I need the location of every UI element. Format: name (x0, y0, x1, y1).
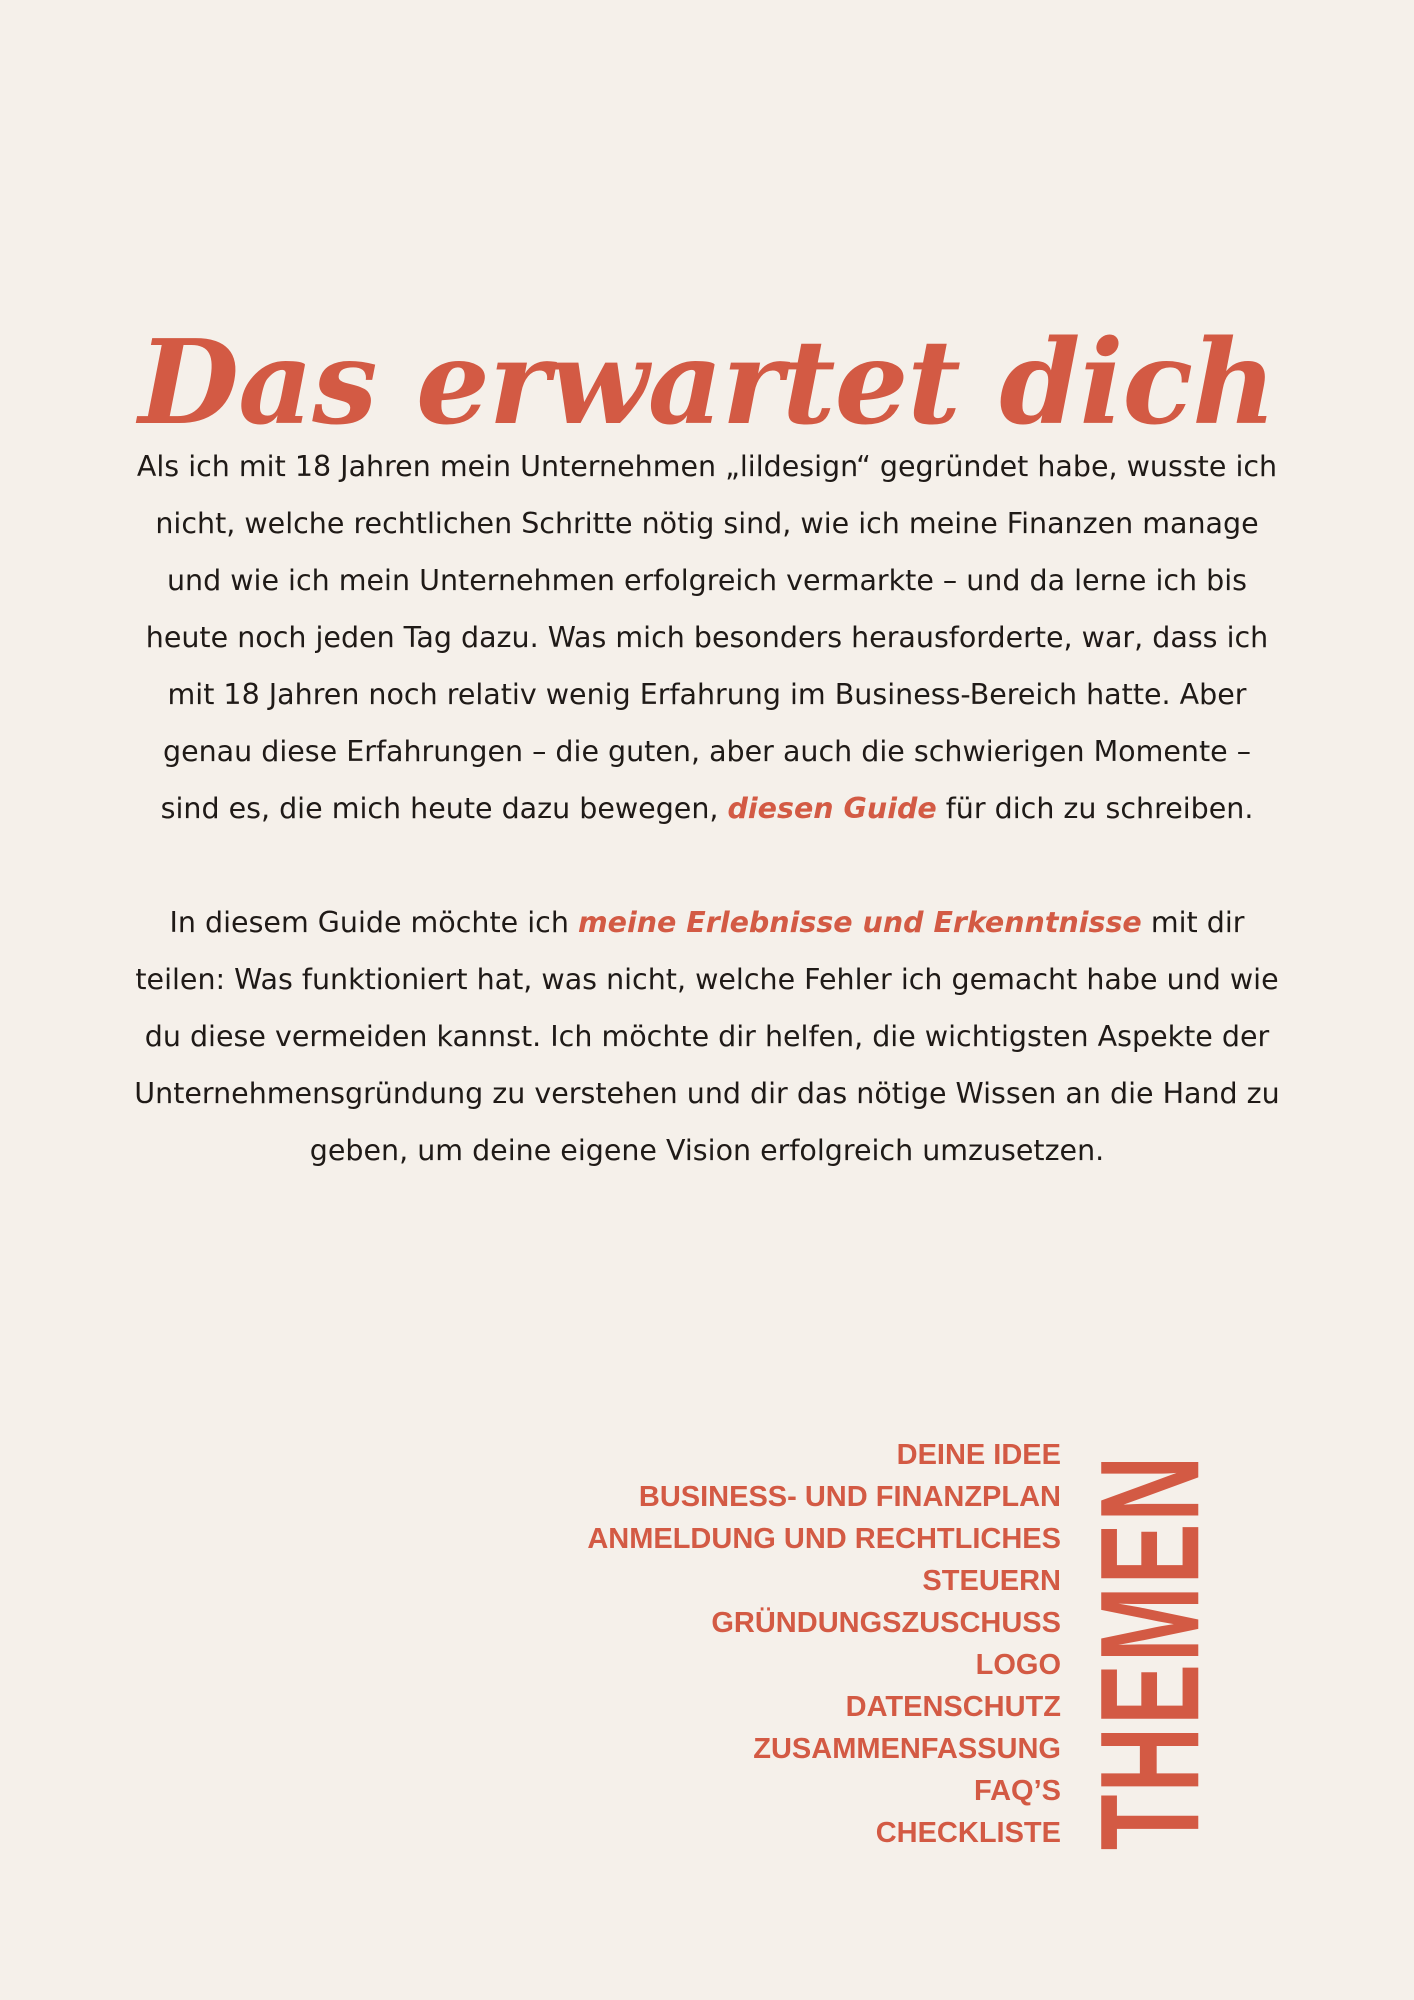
intro-paragraph-2 (130, 894, 1284, 1179)
topic-item: DEINE IDEE (896, 1439, 1061, 1471)
topic-item: LOGO (975, 1649, 1061, 1681)
topic-item: FAQ’S (973, 1775, 1061, 1807)
topic-item: BUSINESS- UND FINANZPLAN (638, 1481, 1061, 1513)
topic-item: STEUERN (922, 1565, 1061, 1597)
topics-heading-vertical (1072, 1447, 1229, 1857)
topic-item: DATENSCHUTZ (845, 1691, 1061, 1723)
intro-p2-highlight: meine Erlebnisse und Erkenntnisse (577, 906, 1142, 939)
topics-list (587, 1434, 1061, 1854)
intro-p2-text-b: mit dir teilen: Was funktioniert hat, was nicht, welche Fehler ich gemacht habe und wie du diese vermeiden kannst. Ich möchte dir helfen, die wichtigsten Aspekte der Unternehmensgründung zu verstehen und dir das nötige Wissen an die Hand zu geben, um deine eigene Vision erfolgreich umzusetzen. (134, 906, 1280, 1167)
intro-p1-text-b: für dich zu schreiben. (936, 792, 1254, 825)
topic-item: ZUSAMMENFASSUNG (753, 1733, 1061, 1765)
intro-text (130, 438, 1284, 1179)
topics-heading: THEMEN (1072, 1453, 1229, 1851)
intro-p1-text-a: Als ich mit 18 Jahren mein Unternehmen „lildesign“ gegründet habe, wusste ich nicht, welche rechtlichen Schritte nötig sind, wie ich meine Finanzen manage und wie ich mein Unternehmen erfolgreich vermarkte – und da lerne ich bis heute noch jeden Tag dazu. Was mich besonders herausforderte, war, dass ich mit 18 Jahren noch relativ wenig Erfahrung im Business-Bereich hatte. Aber genau diese Erfahrungen – die guten, aber auch die schwierigen Momente – sind es, die mich heute dazu bewegen, (136, 450, 1278, 825)
page-title: Das erwartet dich (138, 314, 1276, 451)
intro-p1-highlight: diesen Guide (727, 792, 937, 825)
topic-item: CHECKLISTE (875, 1817, 1061, 1849)
intro-p2-text-a: In diesem Guide möchte ich (169, 906, 578, 939)
intro-paragraph-1 (130, 438, 1284, 837)
topic-item: GRÜNDUNGSZUSCHUSS (711, 1607, 1061, 1639)
topic-item: ANMELDUNG UND RECHTLICHES (587, 1523, 1061, 1555)
